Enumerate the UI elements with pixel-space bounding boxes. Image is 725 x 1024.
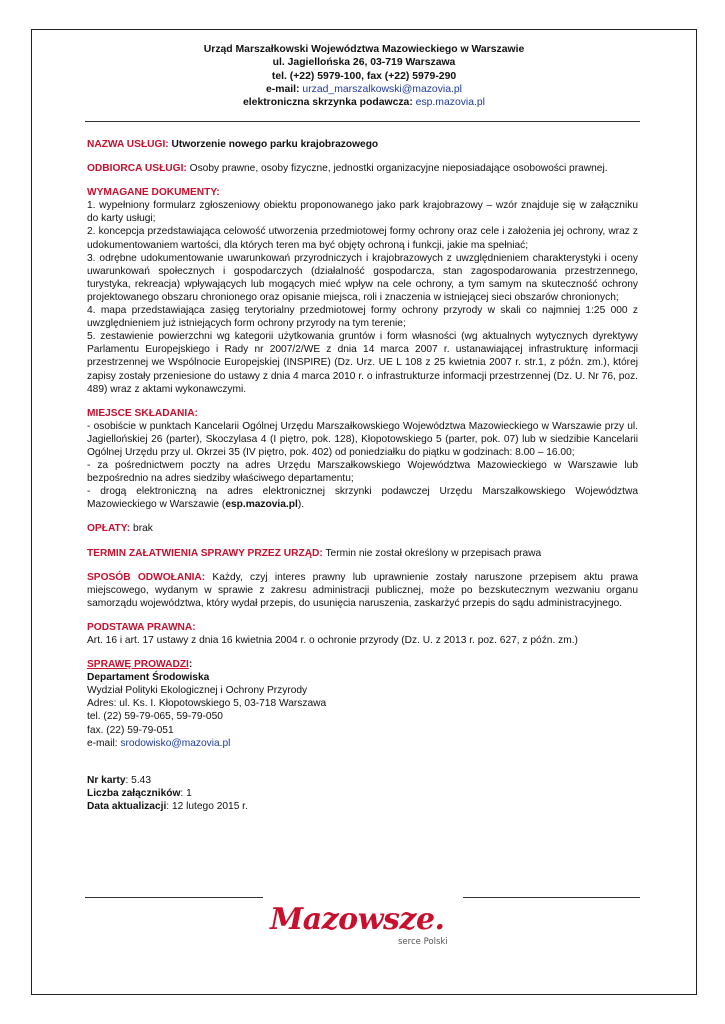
office-header [32,43,696,109]
place-item-electronic-text: - drogą elektroniczną na adres elektronicznej skrzynki podawczej Urzędu Marszałkowskiego Województwa Mazowieckiego w Warszawie ( [87,486,638,511]
handler-label: SPRAWĘ PROWADZI [87,659,189,671]
document-item-2: 2. koncepcja przedstawiająca celowość utworzenia przedmiotowej formy ochrony oraz cele i założenia jej ochrony, wraz z udokumentowaniem wartości, dla których teren ma być objęty ochroną i funkcji, jakie ma spełniać; [87,226,638,251]
recipient-label: ODBIORCA USŁUGI: [87,163,187,175]
handler-phone: tel. (22) 59-79-065, 59-79-050 [87,711,223,723]
handler-email-label: e-mail: [87,737,118,749]
documents-section [87,186,638,396]
handler-email-link[interactable]: srodowisko@mazovia.pl [120,737,231,749]
document-item-4: 4. mapa przedstawiająca zasięg terytorialny przedmiotowej formy ochrony przyrody w skali co najmniej 1:25 000 z uwzględnieniem już istniejących form ochrony przyrody na tym terenie; [87,305,638,330]
place-item-electronic [87,485,638,511]
service-name-section [87,138,638,151]
place-item-post: - za pośrednictwem poczty na adres Urzędu Marszałkowskiego Województwa Mazowieckiego w Warszawie lub bezpośrednio na adres siedziby właściwego departamentu; [87,460,638,485]
handler-email-line [87,737,638,750]
card-number-value: : 5.43 [125,774,152,786]
service-name-label: NAZWA USŁUGI: [87,139,169,150]
update-date-line [87,800,638,813]
place-item-electronic-end: ). [297,499,305,511]
office-address: ul. Jagiellońska 26, 03-719 Warszawa [272,57,456,69]
appeal-section [87,571,638,610]
place-item-in-person: - osobiście w punktach Kancelarii Ogólnej Urzędu Marszałkowskiego Województwa Mazowieckiego w Warszawie przy ul. Jagiellońskiej 26 (parter), Skoczylasa 4 (I piętro, pok. 128), Kłopotowskiego 5 (parter, pok. 07) lub w siedzibie Kancelarii Ogólnej Urzędu przy ul. Okrzei 35 (IV piętro, pok. 402) od poniedziałku do piątku w godzinach: 8.00 – 16.00; [87,420,638,458]
header-divider [85,121,640,122]
fees-value: brak [133,523,153,535]
deadline-value: Termin nie został określony w przepisach prawa [325,547,542,559]
footer-rule-right [463,897,640,898]
attachments-count-label: Liczba załączników [87,787,181,799]
logo-tagline: serce Polski [398,937,448,947]
office-email-label: e-mail: [266,83,300,95]
recipient-section [87,162,638,175]
office-name: Urząd Marszałkowski Województwa Mazowieckiego w Warszawie [203,44,525,55]
attachments-count-line [87,787,638,800]
handler-division: Wydział Polityki Ekologicznej i Ochrony Przyrody [87,685,308,697]
handler-department: Departament Środowiska [87,672,210,684]
place-item-electronic-address: esp.mazovia.pl [225,499,298,511]
office-epuap-link[interactable]: esp.mazovia.pl [415,97,485,109]
place-label: MIEJSCE SKŁADANIA: [87,407,198,419]
update-date-label: Data aktualizacji [87,800,167,812]
deadline-label: TERMIN ZAŁATWIENIA SPRAWY PRZEZ URZĄD: [87,547,323,559]
document-item-3: 3. odrębne udokumentowanie uwarunkowań przyrodniczych i krajobrazowych z uwzględnieniem charakterystyki i oceny uwarunkowań społecznych i gospodarczych (działalność gospodarcza, stan zagospodarowania przestrzennego, turystyka, rekreacja) wpływających lub mogących mieć wpływ na cele ochrony, a tym samym na skuteczność ochrony projektowanego obszaru chronionego oraz opisanie miejsca, roli i znaczenia w istniejącej sieci obszarów chronionych; [87,252,638,303]
legal-basis-section [87,621,638,647]
update-date-value: : 12 lutego 2015 r. [166,800,248,812]
office-epuap-line [32,96,696,109]
fees-section [87,522,638,535]
place-section [87,407,638,512]
logo-wordmark: Mazowsze. [270,902,445,937]
office-email-link[interactable]: urzad_marszalkowski@mazovia.pl [302,83,462,95]
card-metadata [87,774,638,813]
handler-label-colon: : [188,659,193,671]
handler-label-line [87,658,638,671]
footer-rule-left [85,897,263,898]
document-item-1: 1. wypełniony formularz zgłoszeniowy obiektu proponowanego jako park krajobrazowy – wzór znajduje się w załączniku do karty usługi; [87,200,638,225]
card-number-label: Nr karty [87,774,126,786]
office-email-line [32,83,696,96]
service-card-content [87,138,638,813]
service-name-value: Utworzenie nowego parku krajobrazowego [171,139,379,150]
appeal-label: SPOSÓB ODWOŁANIA: [87,571,206,583]
legal-basis-label: PODSTAWA PRAWNA: [87,621,196,633]
office-epuap-label: elektroniczna skrzynka podawcza: [243,97,413,109]
fees-label: OPŁATY: [87,523,131,535]
documents-label: WYMAGANE DOKUMENTY: [87,187,220,199]
recipient-value: Osoby prawne, osoby fizyczne, jednostki organizacyjne nieposiadające osobowości prawnej. [189,163,608,175]
handler-fax: fax. (22) 59-79-051 [87,724,174,736]
mazowsze-logo [270,903,460,948]
legal-basis-value: Art. 16 i art. 17 ustawy z dnia 16 kwietnia 2004 r. o ochronie przyrody (Dz. U. z 2013 r. poz. 627, z późn. zm.) [87,635,578,646]
handler-address: Adres: ul. Ks. I. Kłopotowskiego 5, 03-718 Warszawa [87,698,327,710]
attachments-count-value: : 1 [180,787,192,799]
card-number-line [87,774,638,787]
deadline-section [87,547,638,560]
document-item-5: 5. zestawienie powierzchni wg kategorii użytkowania gruntów i form własności (wg aktualnych wytycznych dyrektywy Parlamentu Europejskiego i Rady nr 2007/2/WE z dnia 14 marca 2007 r. ustanawiającej infrastrukturę informacji przestrzennej we Wspólnocie Europejskiej (INSPIRE) (Dz. Urz. UE L 108 z 25 kwietnia 2007 r. str.1, z późn. zm.), której zapisy zostały przeniesione do ustawy z dnia 4 marca 2010 r. o infrastrukturze informacji przestrzennej (Dz. U. Nr 76, poz. 489) wraz z aktami wykonawczymi. [87,331,638,395]
appeal-value: Każdy, czyj interes prawny lub uprawnienie zostały naruszone przepisem aktu prawa miejscowego, wydanym w sprawie z zakresu administracji publicznej, może po bezskutecznym wezwaniu organu samorządu województwa, który wydał przepis, do usunięcia naruszenia, zaskarżyć przepis do sądu administracyjnego. [87,571,638,609]
office-phone: tel. (+22) 5979-100, fax (+22) 5979-290 [271,70,457,82]
handler-section [87,658,638,750]
